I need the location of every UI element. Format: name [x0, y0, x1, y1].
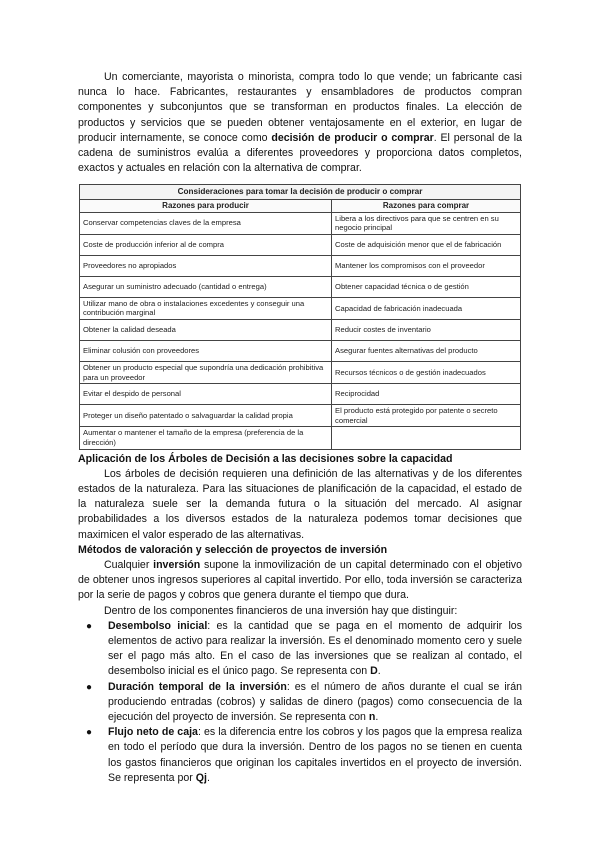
table-cell-buy: Reducir costes de inventario	[332, 319, 521, 340]
table-row	[80, 255, 521, 276]
table-cell-produce: Eliminar colusión con proveedores	[80, 340, 332, 361]
section-heading-metodos: Métodos de valoración y selección de proyectos de inversión	[78, 543, 388, 556]
table-cell-buy: Coste de adquisición menor que el de fabricación	[332, 234, 521, 255]
table-cell-produce: Conservar competencias claves de la empresa	[80, 212, 332, 234]
table-row	[80, 340, 521, 361]
table-row	[80, 319, 521, 340]
table-title: Consideraciones para tomar la decisión de producir o comprar	[80, 185, 521, 200]
table-cell-buy: Obtener capacidad técnica o de gestión	[332, 276, 521, 297]
table-cell-produce: Utilizar mano de obra o instalaciones excedentes y conseguir una contribución marginal	[80, 297, 332, 319]
bullet-icon: ●	[86, 620, 93, 632]
column-header-produce: Razones para producir	[80, 200, 332, 213]
componentes-paragraph: Dentro de los componentes financieros de una inversión hay que distinguir:	[104, 604, 458, 617]
table-row	[80, 361, 521, 383]
table-cell-produce: Aumentar o mantener el tamaño de la empresa (preferencia de la dirección)	[80, 427, 332, 449]
inversion-paragraph: Cualquier inversión supone la inmovilización de un capital determinado con el objetivo de obtener unos ingresos superiores al capital invertido. Por ello, toda inversión se caracteriza por la serie de pagos y cobros que genera durante el tiempo que dura.	[78, 558, 522, 602]
table-row	[80, 234, 521, 255]
table-row	[80, 427, 521, 449]
list-item: ● Flujo neto de caja: es la diferencia entre los cobros y los pagos que la empresa realiza en todo el período que dura la inversión. Dentro de los pagos no se tienen en cuenta los gastos financieros que originan los capitales invertidos en el proyecto de inversión. Se representa por Qj.	[86, 726, 522, 784]
table-cell-buy: Recursos técnicos o de gestión inadecuados	[332, 361, 521, 383]
bullet-icon: ●	[86, 681, 93, 693]
inversion-bold-term: inversión	[153, 558, 201, 571]
table-cell-buy	[332, 427, 521, 449]
table-cell-buy: Asegurar fuentes alternativas del producto	[332, 340, 521, 361]
table-cell-buy: Capacidad de fabricación inadecuada	[332, 297, 521, 319]
table-cell-produce: Proteger un diseño patentado o salvaguardar la calidad propia	[80, 405, 332, 427]
list-item: ● Duración temporal de la inversión: es el número de años durante el cual se irán produciendo entradas (cobros) y salidas de dinero (pagos) como consecuencia de la ejecución del proyecto de inversión. Se representa con n.	[86, 680, 522, 723]
bullet-icon: ●	[86, 727, 93, 739]
table-row	[80, 297, 521, 319]
table-cell-buy: Reciprocidad	[332, 384, 521, 405]
components-list	[78, 619, 522, 786]
table-row	[80, 276, 521, 297]
table-cell-buy: El producto está protegido por patente o secreto comercial	[332, 405, 521, 427]
table-cell-produce: Proveedores no apropiados	[80, 255, 332, 276]
table-cell-produce: Evitar el despido de personal	[80, 384, 332, 405]
table-cell-buy: Mantener los compromisos con el proveedor	[332, 255, 521, 276]
table-body	[80, 212, 521, 449]
table-cell-produce: Asegurar un suministro adecuado (cantidad o entrega)	[80, 276, 332, 297]
table-row	[80, 212, 521, 234]
intro-paragraph: Un comerciante, mayorista o minorista, compra todo lo que vende; un fabricante casi nunca lo hace. Fabricantes, restaurantes y ensambladores de productos compran componentes y subconjuntos que se transforman en productos finales. La elección de productos y servicios que se pueden obtener ventajosamente en el exterior, en lugar de producir internamente, se conoce como decisión de producir o comprar. El personal de la cadena de suministros evalúa a diferentes proveedores y proporciona datos completos, exactos y actuales en relación con la alternativa de comprar.	[78, 71, 522, 175]
table-cell-buy: Libera a los directivos para que se centren en su negocio principal	[332, 212, 521, 234]
column-header-buy: Razones para comprar	[332, 200, 521, 213]
section-heading-arboles: Aplicación de los Árboles de Decisión a las decisiones sobre la capacidad	[78, 452, 453, 465]
table-cell-produce: Coste de producción inferior al de compra	[80, 234, 332, 255]
list-item: ● Desembolso inicial: es la cantidad que se paga en el momento de adquirir los elementos de activo para realizar la inversión. Es el denominado momento cero y suele ser el pago más alto. En el caso de las inversiones que se realizan al contado, el desembolso inicial es el único pago. Se representa con D.	[86, 619, 522, 678]
table-row	[80, 384, 521, 405]
table-cell-produce: Obtener un producto especial que supondría una dedicación prohibitiva para un proveedor	[80, 361, 332, 383]
arboles-paragraph: Los árboles de decisión requieren una definición de las alternativas y de los diferentes estados de la naturaleza. Para las situaciones de planificación de la capacidad, el estado de la naturaleza suele ser la demanda futura o la situación del mercado. Al asignar probabilidades a los diversos estados de la naturaleza podemos tomar decisiones que maximicen el valor esperado de las alternativas.	[78, 467, 522, 541]
document-page	[78, 70, 522, 786]
table-row	[80, 405, 521, 427]
intro-bold-term: decisión de producir o comprar	[271, 131, 434, 144]
considerations-table	[79, 184, 521, 449]
table-cell-produce: Obtener la calidad deseada	[80, 319, 332, 340]
